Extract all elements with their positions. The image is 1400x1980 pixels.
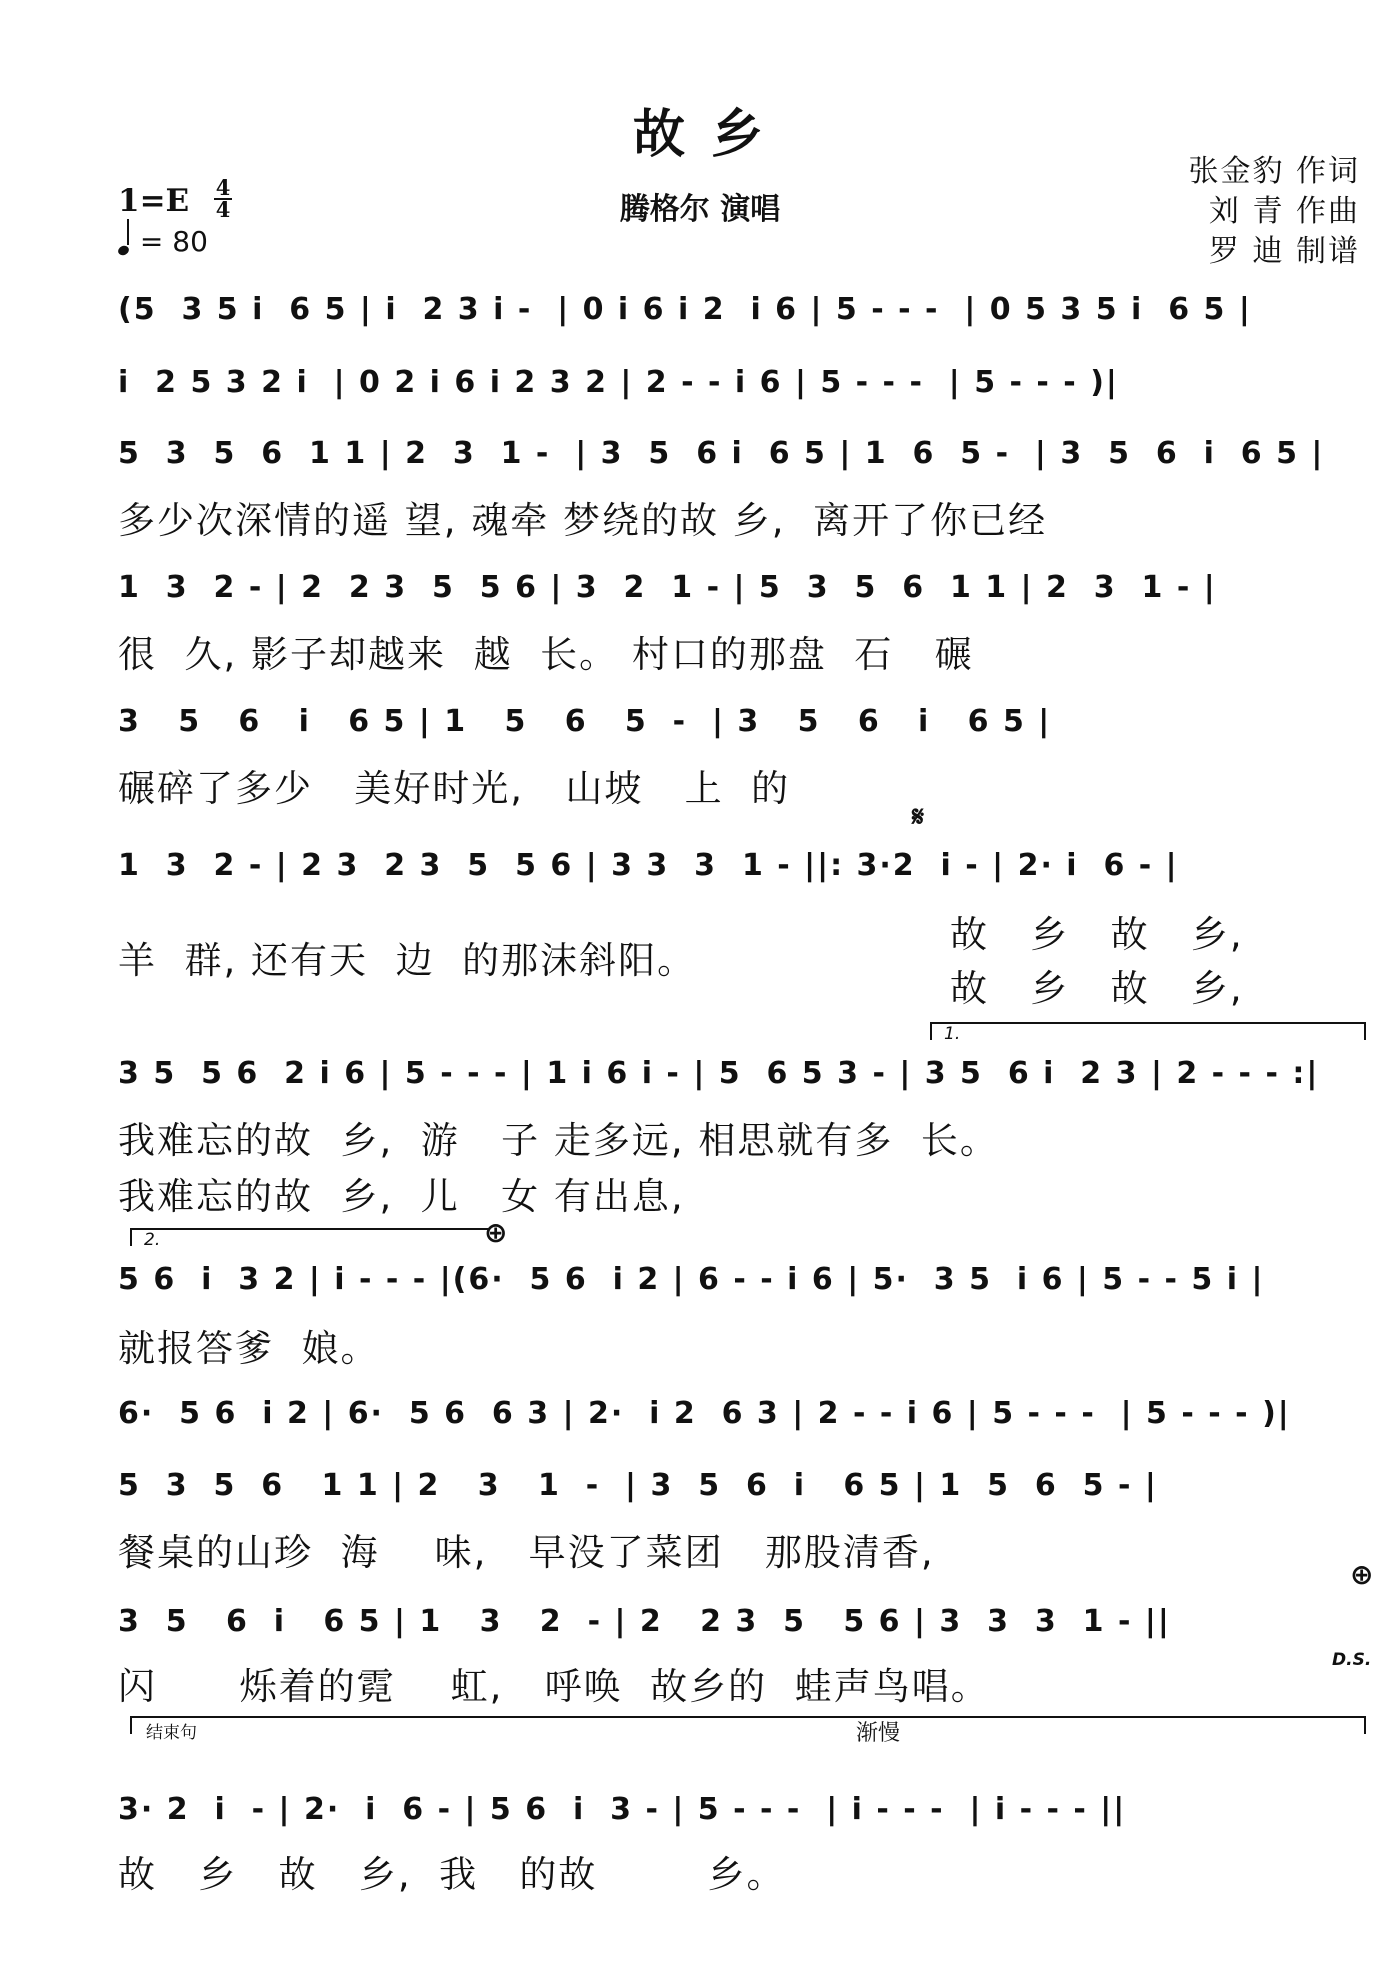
dal-segno-mark: D.S.	[1332, 1650, 1372, 1670]
transcriber-credit: 罗 迪 制谱	[1208, 234, 1360, 269]
interlude-score-line: 6· 5 6 i 2 | 6· 5 6 6 3 | 2· i 2 6 3 | 2 - - i 6 | 5 - - - | 5 - - - )|	[118, 1396, 1291, 1431]
second-ending-bracket	[130, 1228, 490, 1246]
verse2-score-line-2: 3 5 6 i 6 5 | 1 3 2 - | 2 2 3 5 5 6 | 3 3 3 1 - ||	[118, 1604, 1171, 1639]
verse2-score-line-1: 5 3 5 6 1 1 | 2 3 1 - | 3 5 6 i 6 5 | 1 5 6 5 - |	[118, 1468, 1158, 1503]
time-signature	[214, 175, 232, 222]
lyrics-line-4: 很 久, 影子却越来 越 长。 村口的那盘 石 碾	[118, 633, 974, 676]
first-ending-label: 1.	[944, 1024, 961, 1044]
score-line-1: (5 3 5 i 6 5 | i 2 3 i - | 0 i 6 i 2 i 6 | 5 - - - | 0 5 3 5 i 6 5 |	[118, 292, 1252, 327]
quarter-note-icon	[118, 225, 131, 258]
score-line-5: 3 5 6 i 6 5 | 1 5 6 5 - | 3 5 6 i 6 5 |	[118, 704, 1052, 739]
lyricist-credit: 张金豹 作词	[1188, 154, 1360, 189]
score-line-4: 1 3 2 - | 2 2 3 5 5 6 | 3 2 1 - | 5 3 5 6 1 1 | 2 3 1 - |	[118, 570, 1217, 605]
coda-icon: ⊕	[1350, 1558, 1374, 1591]
chorus-lyrics-1: 我难忘的故 乡, 游 子 走多远, 相思就有多 长。	[118, 1119, 999, 1162]
ritardando-label: 渐慢	[856, 1721, 901, 1746]
lyrics-line-3: 多少次深情的遥 望, 魂牵 梦绕的故 乡, 离开了你已经	[118, 499, 1048, 542]
verse2-lyrics-1: 餐桌的山珍 海 味, 早没了菜团 那股清香,	[118, 1531, 935, 1574]
score-line-2: i 2 5 3 2 i | 0 2 i 6 i 2 3 2 | 2 - - i 6 | 5 - - - | 5 - - - )|	[118, 365, 1119, 400]
coda-icon: ⊕	[484, 1216, 508, 1249]
second-ending-label: 2.	[144, 1230, 161, 1250]
second-ending-lyrics: 就报答爹 娘。	[118, 1327, 380, 1370]
lyrics-line-5: 碾碎了多少 美好时光, 山坡 上 的	[118, 767, 791, 810]
time-sig-top: 4	[215, 175, 231, 200]
lyrics-line-6: 羊 群, 还有天 边 的那沫斜阳。	[118, 939, 697, 982]
tempo-marking	[118, 225, 208, 258]
key-signature: 1=E	[118, 183, 190, 219]
repeat-lyrics-verse-1: 故 乡 故 乡,	[950, 913, 1244, 956]
singer-credit: 腾格尔 演唱	[619, 192, 781, 227]
segno-icon: 𝄋	[912, 800, 925, 833]
ending-label: 结束句	[146, 1723, 197, 1743]
score-line-6: 1 3 2 - | 2 3 2 3 5 5 6 | 3 3 3 1 - ||: 3·2 i - | 2· i 6 - |	[118, 848, 1179, 883]
score-line-3: 5 3 5 6 1 1 | 2 3 1 - | 3 5 6 i 6 5 | 1 6 5 - | 3 5 6 i 6 5 |	[118, 436, 1325, 471]
second-ending-score-line: 5 6 i 3 2 | i - - - |(6· 5 6 i 2 | 6 - - i 6 | 5· 3 5 i 6 | 5 - - 5 i |	[118, 1262, 1265, 1297]
verse2-lyrics-2: 闪 烁着的霓 虹, 呼唤 故乡的 蛙声鸟唱。	[118, 1665, 990, 1708]
repeat-lyrics-verse-2: 故 乡 故 乡,	[950, 967, 1244, 1010]
ending-bracket	[130, 1716, 1366, 1734]
first-ending-bracket	[930, 1022, 1366, 1040]
tempo-value: = 80	[139, 225, 208, 258]
composer-credit: 刘 青 作曲	[1208, 194, 1360, 229]
ending-score-line: 3· 2 i - | 2· i 6 - | 5 6 i 3 - | 5 - - - | i - - - | i - - - ||	[118, 1792, 1127, 1827]
time-sig-bottom: 4	[215, 197, 231, 222]
chorus-lyrics-2: 我难忘的故 乡, 儿 女 有出息,	[118, 1175, 685, 1218]
song-title: 故 乡	[632, 104, 768, 165]
chorus-score-line: 3 5 5 6 2 i 6 | 5 - - - | 1 i 6 i - | 5 6 5 3 - | 3 5 6 i 2 3 | 2 - - - :|	[118, 1056, 1320, 1091]
ending-lyrics: 故 乡 故 乡, 我 的故 乡。	[118, 1853, 786, 1896]
